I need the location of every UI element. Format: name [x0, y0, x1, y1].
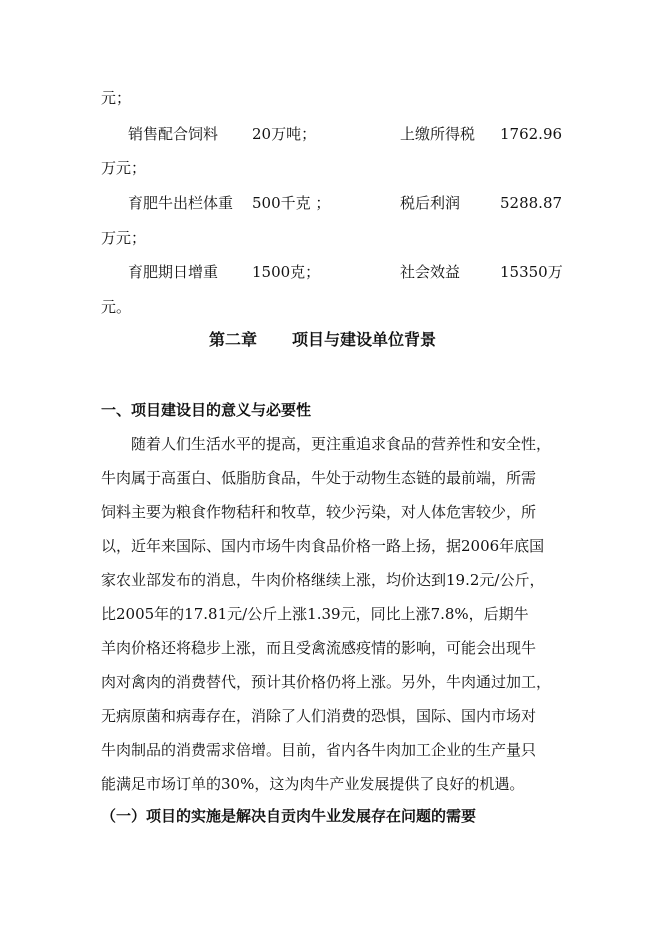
paragraph-line: 牛肉制品的消费需求倍增。目前，省内各牛肉加工企业的生产量只 — [101, 741, 537, 759]
summary-row-item2: 税后利润 — [400, 194, 461, 212]
paragraph-line: 比2005年的17.81元/公斤上涨1.39元，同比上涨7.8%，后期牛 — [101, 605, 529, 623]
paragraph-line: 以，近年来国际、国内市场牛肉食品价格一路上扬，据2006年底国 — [101, 537, 545, 555]
paragraph-line: 随着人们生活水平的提高，更注重追求食品的营养性和安全性， — [101, 435, 552, 453]
summary-row-value2: 15350万 — [500, 263, 563, 281]
summary-continuation: 元； — [101, 89, 132, 107]
summary-row-value: 20万吨； — [252, 125, 317, 143]
section-heading: 一、项目建设目的意义与必要性 — [101, 401, 312, 419]
paragraph-line: 家农业部发布的消息，牛肉价格继续上涨，均价达到19.2元/公斤， — [101, 571, 545, 589]
summary-row-value2: 1762.96 — [500, 125, 563, 143]
summary-row-item2: 社会效益 — [400, 263, 461, 281]
summary-row-value2: 5288.87 — [500, 194, 563, 212]
summary-row-item: 销售配合饲料 — [128, 125, 219, 143]
summary-row-item2: 上缴所得税 — [400, 125, 476, 143]
summary-row-cont: 万元； — [101, 229, 147, 247]
paragraph-line: 饲料主要为粮食作物秸秆和牧草，较少污染，对人体危害较少，所 — [101, 503, 537, 521]
paragraph-line: 羊肉价格还将稳步上涨，而且受禽流感疫情的影响，可能会出现牛 — [101, 639, 537, 657]
paragraph-line: 能满足市场订单的30%，这为肉牛产业发展提供了良好的机遇。 — [101, 775, 525, 793]
summary-row-item: 育肥期日增重 — [128, 263, 219, 281]
summary-row-value: 1500克； — [252, 263, 321, 281]
paragraph-line: 肉对禽肉的消费替代，预计其价格仍将上涨。另外，牛肉通过加工， — [101, 673, 552, 691]
summary-row-cont: 元。 — [101, 298, 132, 316]
summary-row-value: 500千克 ； — [252, 194, 331, 212]
summary-row-cont: 万元； — [101, 159, 147, 177]
paragraph-line: 无病原菌和病毒存在，消除了人们消费的恐惧，国际、国内市场对 — [101, 707, 537, 725]
subsection-heading: （一）项目的实施是解决自贡肉牛业发展存在问题的需要 — [101, 807, 477, 825]
chapter-number: 第二章 — [209, 330, 258, 349]
paragraph-line: 牛肉属于高蛋白、低脂肪食品，牛处于动物生态链的最前端，所需 — [101, 469, 537, 487]
summary-row-item: 育肥牛出栏体重 — [128, 194, 234, 212]
chapter-title: 项目与建设单位背景 — [292, 330, 437, 349]
